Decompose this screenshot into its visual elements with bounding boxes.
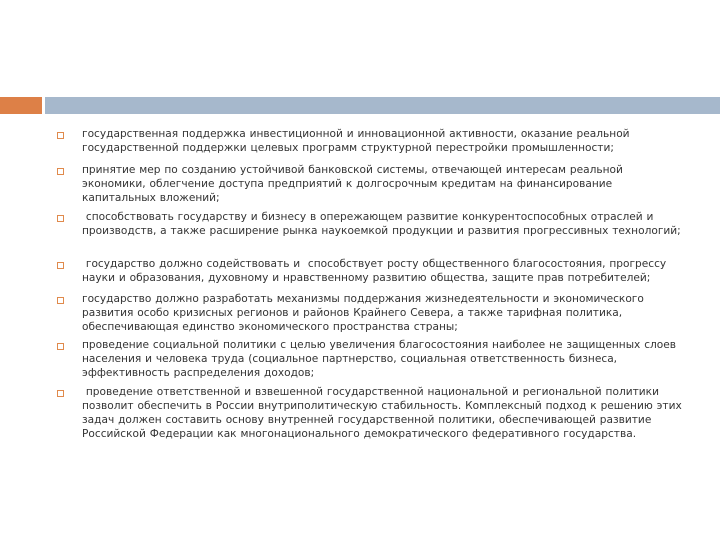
bullet-text: принятие мер по созданию устойчивой банковской системы, отвечающей интересам реальной экономики, облегчение доступа предприятий к долгосрочным кредитам на финансирование капитальных вложений; bbox=[82, 164, 627, 204]
square-bullet-icon bbox=[57, 168, 64, 175]
bullet-text: государство должно содействовать и способствует росту общественного благосостояния, прогрессу науки и образования, духовному и нравственному развитию общества, защите прав потребителей; bbox=[82, 258, 671, 284]
bullet-text: государственная поддержка инвестиционной и инновационной активности, оказание реальной государственной поддержки целевых программ структурной перестройки промышленности; bbox=[82, 128, 634, 154]
bullet-text: проведение ответственной и взвешенной государственной национальной и региональной политики позволит обеспечить в России внутриполитическую стабильность. Комплексный подход к решению этих задач должен составить основу внутренней государственной политики, обеспечивающей развитие Российской Федерации как многонационального демократического федеративного государства. bbox=[82, 386, 686, 440]
accent-bar-orange bbox=[0, 97, 42, 114]
square-bullet-icon bbox=[57, 343, 64, 350]
bullet-text: способствовать государству и бизнесу в опережающем развитие конкурентоспособных отраслей и производств, а также расширение рынка наукоемкой продукции и развития прогрессивных технологий; bbox=[82, 211, 681, 237]
square-bullet-icon bbox=[57, 390, 64, 397]
square-bullet-icon bbox=[57, 215, 64, 222]
square-bullet-icon bbox=[57, 132, 64, 139]
accent-bar-blue bbox=[45, 97, 720, 114]
bullet-text: проведение социальной политики с целью увеличения благосостояния наиболее не защищенных слоев населения и человека труда (социальное партнерство, социальная ответственность бизнеса, эффективность распределения доходов; bbox=[82, 339, 680, 379]
square-bullet-icon bbox=[57, 297, 64, 304]
square-bullet-icon bbox=[57, 262, 64, 269]
bullet-text: государство должно разработать механизмы поддержания жизнедеятельности и экономического развития особо кризисных регионов и районов Крайнего Севера, а также тарифная политика, обеспечивающая единство экономического пространства страны; bbox=[82, 293, 648, 333]
